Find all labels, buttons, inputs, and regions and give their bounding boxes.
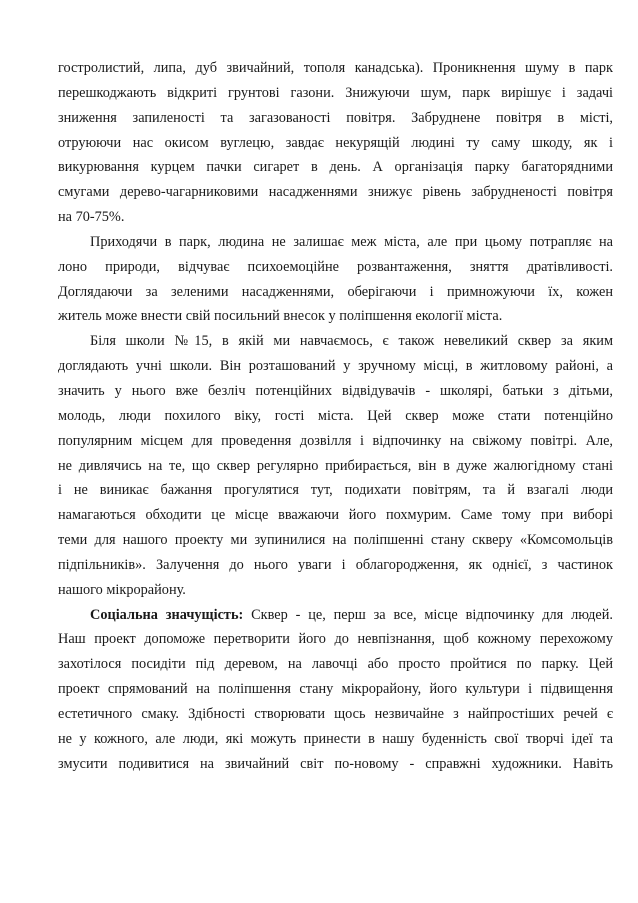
text-line: підпільників». Залучення до нього уваги і облагородження, як однієї, з частинок bbox=[58, 556, 613, 573]
text-line: молодь, люди похилого віку, гості міста. Цей сквер може стати потенційно bbox=[58, 407, 613, 424]
text-line: гостролистий, липа, дуб звичайний, тополя канадська). Проникнення шуму в парк bbox=[58, 60, 613, 76]
text-line: значить у нього вже безліч потенційних відвідувачів - школярі, батьки з дітьми, bbox=[58, 382, 613, 399]
text-line: не у кожного, але люди, які можуть принести в нашу буденність свої творчі ідеї та bbox=[58, 730, 613, 747]
text-line: на 70-75%. bbox=[58, 209, 125, 226]
section-lead: Соціальна значущість: bbox=[90, 606, 244, 623]
text-line: Біля школи №15, в якій ми навчаємось, є також невеликий сквер за яким bbox=[90, 333, 613, 350]
text-line: зниження запиленості та загазованості повітря. Забруднене повітря в місті, bbox=[58, 109, 613, 126]
text-line: теми для нашого проекту ми зупинилися на поліпшенні стану скверу «Комсомольців bbox=[58, 532, 613, 549]
text-line: перешкоджають відкриті грунтові газони. Знижуючи шум, парк вирішує і задачі bbox=[58, 84, 613, 101]
text-line: Приходячи в парк, людина не залишає меж міста, але при цьому потрапляє на bbox=[90, 233, 613, 250]
text-line: змусити подивитися на звичайний світ по-новому - справжні художники. Навіть bbox=[58, 755, 613, 772]
paragraph-park-noise bbox=[58, 56, 613, 230]
text-line: проект спрямований на поліпшення стану мікрорайону, його культури і підвищення bbox=[58, 681, 613, 698]
document-page bbox=[58, 56, 613, 776]
paragraph-social-significance bbox=[58, 603, 613, 777]
text-line: житель може внести свій посильний внесок у поліпшення екології міста. bbox=[58, 308, 503, 325]
text-line: викурювання курцем пачки сигарет в день. А організація парку багаторядними bbox=[58, 159, 613, 176]
text-line: популярним місцем для проведення дозвілля і відпочинку на свіжому повітрі. Але, bbox=[58, 432, 613, 449]
text-line: лоно природи, відчуває психоемоційне розвантаження, зняття дратівливості. bbox=[58, 258, 613, 275]
text-line: доглядають учні школи. Він розташований у зручному місці, в житловому районі, а bbox=[58, 358, 613, 375]
text-line: смугами дерево-чагарниковими насадженнями знижує рівень забрудненості повітря bbox=[58, 184, 613, 201]
text-line-rest: Сквер - це, перш за все, місце відпочинку для людей. bbox=[243, 606, 613, 623]
text-line: нашого мікрорайону. bbox=[58, 581, 186, 598]
paragraph-school-square bbox=[58, 329, 613, 602]
text-line: Наш проект допоможе перетворити його до невпізнання, щоб кожному перехожому bbox=[58, 631, 613, 648]
text-line bbox=[58, 603, 613, 628]
text-line: естетичного смаку. Здібності створювати щось незвичайне з найпростіших речей є bbox=[58, 705, 613, 722]
text-line: отруюючи нас окисом вуглецю, завдає некурящій людині ту саму шкоду, як і bbox=[58, 134, 613, 151]
text-line: захотілося посидіти під деревом, на лавочці або просто пройтися по парку. Цей bbox=[58, 656, 613, 673]
text-line: намагаються обходити це місце вважаючи його похмурим. Саме тому при виборі bbox=[58, 507, 613, 524]
text-line: і не виникає бажання прогулятися тут, подихати повітрям, та й взагалі люди bbox=[58, 482, 613, 499]
text-line: Доглядаючи за зеленими насадженнями, оберігаючи і примножуючи їх, кожен bbox=[58, 283, 613, 300]
text-line: не дивлячись на те, що сквер регулярно прибирається, він в дуже жалюгідному стані bbox=[58, 457, 613, 474]
paragraph-nature bbox=[58, 230, 613, 329]
